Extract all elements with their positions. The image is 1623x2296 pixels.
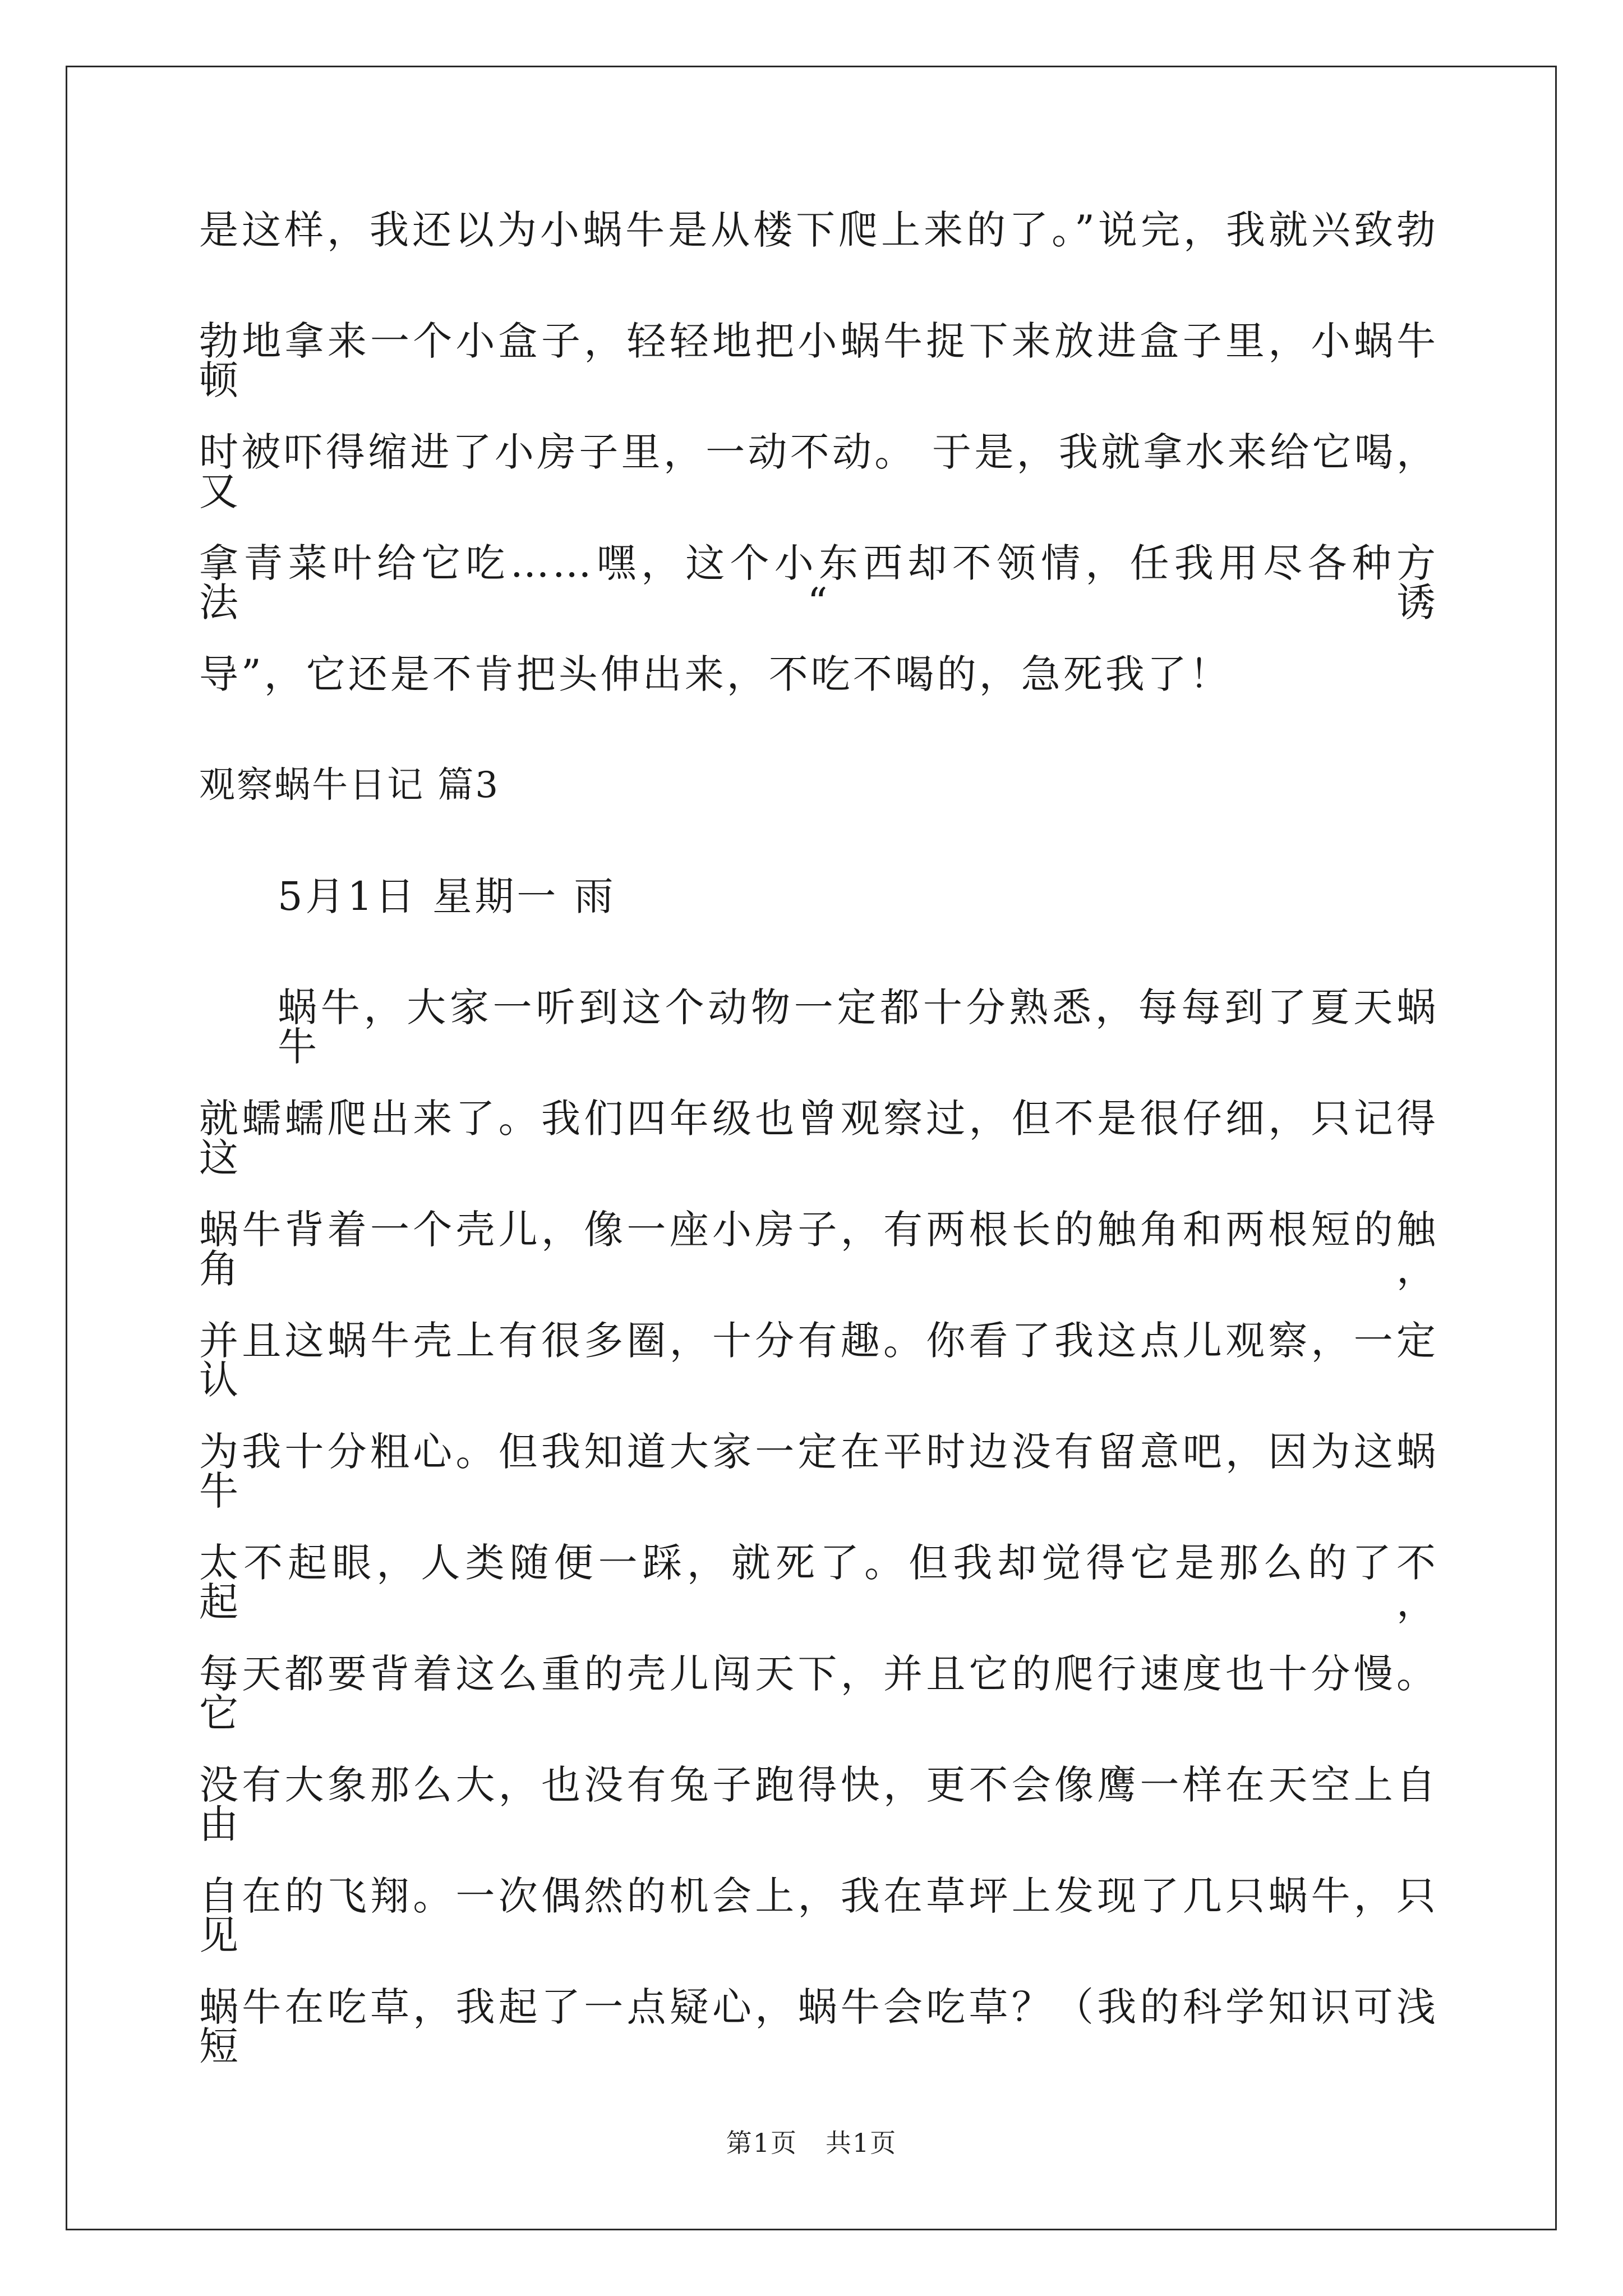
page-footer bbox=[0, 2129, 1623, 2157]
paragraph-line: 没有大象那么大，也没有兔子跑得快，更不会像鹰一样在天空上自由 bbox=[199, 1762, 1438, 1847]
section-heading: 观察蜗牛日记 篇3 bbox=[199, 765, 500, 806]
paragraph-line: 蜗牛，大家一听到这个动物一定都十分熟悉，每每到了夏天蜗牛 bbox=[278, 984, 1438, 1070]
text-line: 时被吓得缩进了小房子里，一动不动。 于是，我就拿水来给它喝，又 bbox=[199, 429, 1438, 514]
paragraph-line: 就蠕蠕爬出来了。我们四年级也曾观察过，但不是很仔细，只记得这 bbox=[199, 1096, 1438, 1181]
paragraph-line: 蜗牛在吃草，我起了一点疑心，蜗牛会吃草？（我的科学知识可浅短 bbox=[199, 1984, 1438, 2069]
paragraph-line: 并且这蜗牛壳上有很多圈，十分有趣。你看了我这点儿观察，一定认 bbox=[199, 1318, 1438, 1403]
page-number-current: 第1页 bbox=[726, 2128, 797, 2158]
paragraph-line: 太不起眼，人类随便一踩，就死了。但我却觉得它是那么的了不起， bbox=[199, 1540, 1438, 1625]
document-body bbox=[199, 207, 1438, 2099]
paragraph-line: 为我十分粗心。但我知道大家一定在平时边没有留意吧，因为这蜗牛 bbox=[199, 1429, 1438, 1514]
paragraph-line: 蜗牛背着一个壳儿，像一座小房子，有两根长的触角和两根短的触角， bbox=[199, 1207, 1438, 1292]
text-line: 是这样，我还以为小蜗牛是从楼下爬上来的了。”说完，我就兴致勃 bbox=[199, 207, 1438, 253]
text-line: 勃地拿来一个小盒子，轻轻地把小蜗牛捉下来放进盒子里，小蜗牛顿 bbox=[199, 318, 1438, 403]
text-line: 拿青菜叶给它吃……嘿，这个小东西却不领情，任我用尽各种方法“诱 bbox=[199, 540, 1438, 625]
paragraph-line: 自在的飞翔。一次偶然的机会上，我在草坪上发现了几只蜗牛，只见 bbox=[199, 1873, 1438, 1958]
paragraph-line: 每天都要背着这么重的壳儿闯天下，并且它的爬行速度也十分慢。它 bbox=[199, 1651, 1438, 1736]
date-line: 5月1日 星期一 雨 bbox=[278, 873, 616, 919]
page-number-total: 共1页 bbox=[826, 2128, 897, 2158]
text-line: 导”，它还是不肯把头伸出来，不吃不喝的，急死我了！ bbox=[199, 651, 1232, 697]
